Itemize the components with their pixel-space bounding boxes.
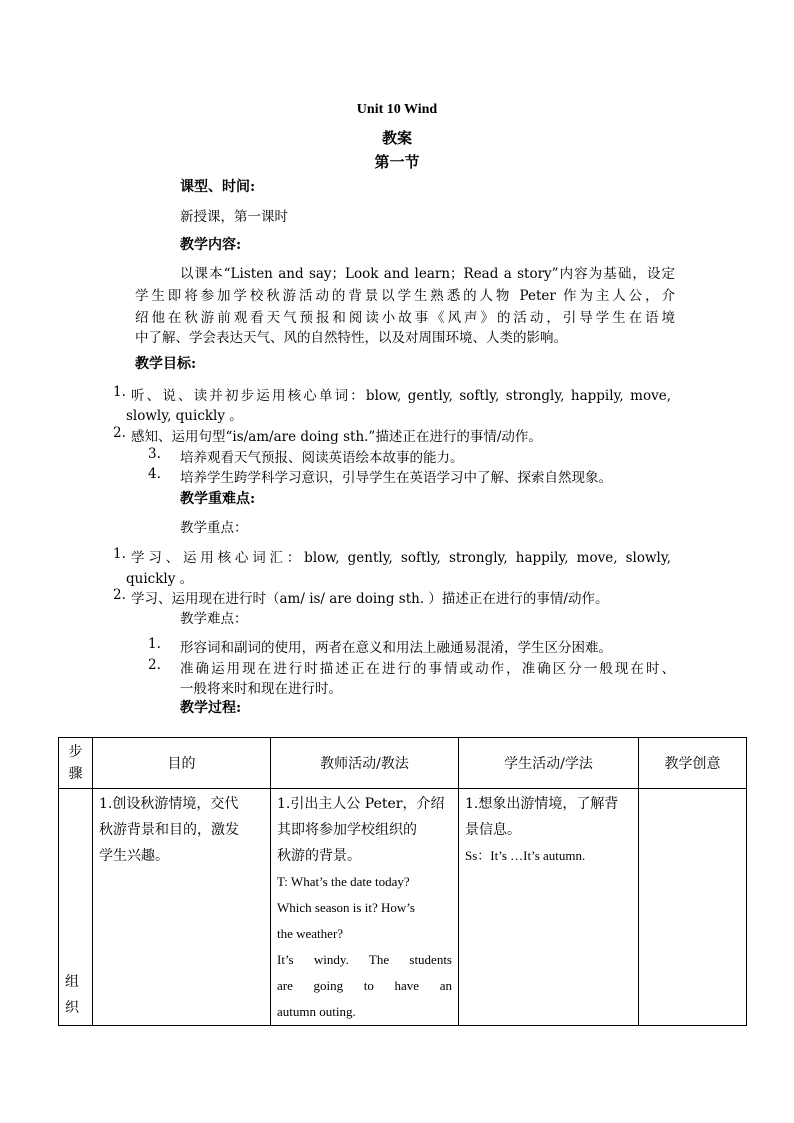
focus-num: 2. [113,587,126,603]
content-line: 学生即将参加学校秋游活动的背景以学生熟悉的人物 Peter 作为主人公，介 [135,288,675,304]
teacher-cell [271,789,459,1026]
goal-cell [93,789,271,1026]
process-heading: 教学过程: [180,700,242,716]
cell-line: 其即将参加学校组织的 [277,822,417,838]
goal-num: 3. [148,446,161,462]
difficulty-num: 1. [148,636,161,652]
goal-text: 培养学生跨学科学习意识，引导学生在英语学习中了解、探索自然现象。 [180,470,612,486]
step-cell [59,789,93,1026]
type-heading: 课型、时间: [180,179,256,195]
step-label-line: 组 [65,974,79,990]
header-goal: 目的 [93,738,271,789]
cell-line: autumn outing. [277,1004,356,1019]
cell-line: are going to have an [277,978,452,993]
doc-title: Unit 10 Wind [356,102,438,117]
difficulty-text-cont: 一般将来时和现在进行时。 [180,681,342,697]
goal-text: 感知、运用句型“is/am/are doing sth.”描述正在进行的事情/动作。 [131,429,542,445]
lesson-plan-table [58,737,747,1026]
cell-line: 秋游背景和目的，激发 [99,822,239,838]
cell-line: 景信息。 [465,822,521,838]
cell-line: It’s windy. The students [277,952,452,967]
cell-line: the weather? [277,926,344,941]
content-line: 绍他在秋游前观看天气预报和阅读小故事《风声》的活动，引导学生在语境 [135,310,675,326]
goal-num: 1. [113,384,126,400]
focus-heading: 教学重点： [180,520,248,536]
header-creative: 教学创意 [639,738,747,789]
cell-line: T: What’s the date today? [277,874,410,889]
difficulty-text: 形容词和副词的使用，两者在意义和用法上融通易混淆，学生区分困难。 [180,640,612,656]
focus-num: 1. [113,546,126,562]
content-line: 以课本“Listen and say；Look and learn；Read a story”内容为基础，设定 [180,266,675,282]
content-line: 中了解、学会表达天气、风的自然特性，以及对周围环境、人类的影响。 [135,330,567,346]
focus-text: 学习、运用核心词汇：blow, gently, softly, strongly, happily, move, slowly, [131,550,671,566]
goal-text: 听、说、读并初步运用核心单词：blow, gently, softly, strongly, happily, move, [131,388,671,404]
difficulty-heading: 教学难点： [180,611,248,627]
goals-heading: 教学目标: [135,356,197,372]
keypoints-heading: 教学重难点: [180,491,256,507]
goal-text: 培养观看天气预报、阅读英语绘本故事的能力。 [180,450,464,466]
focus-text-cont: quickly 。 [126,571,194,587]
goal-text-cont: slowly, quickly 。 [126,408,243,424]
cell-line: Ss：It’s …It’s autumn. [465,848,586,863]
goal-num: 2. [113,425,126,441]
cell-line: 学生兴趣。 [99,848,169,864]
cell-line: Which season is it? How’s [277,900,415,915]
difficulty-text: 准确运用现在进行时描述正在进行的事情或动作，准确区分一般现在时、 [180,661,675,677]
type-text: 新授课，第一课时 [180,209,288,225]
header-student: 学生活动/学法 [459,738,639,789]
cell-line: 1.想象出游情境，了解背 [465,796,619,812]
student-cell [459,789,639,1026]
focus-text: 学习、运用现在进行时（am/ is/ are doing sth. ）描述正在进行的事情/动作。 [131,591,609,607]
step-label-line: 织 [65,1000,79,1016]
header-step-line: 骤 [68,766,83,782]
header-step-line: 步 [68,744,83,760]
table-row [59,789,747,1026]
header-teacher: 教师活动/教法 [271,738,459,789]
goal-num: 4. [148,466,161,482]
table-header-row [59,738,747,789]
cell-line: 秋游的背景。 [277,848,361,864]
cell-line: 1.引出主人公 Peter，介绍 [277,796,445,812]
header-step [59,738,93,789]
difficulty-num: 2. [148,657,161,673]
content-heading: 教学内容: [180,237,242,253]
doc-subtitle: 教案 [381,129,412,147]
section-title: 第一节 [374,153,420,171]
cell-line: 1.创设秋游情境，交代 [99,796,239,812]
creative-cell [639,789,747,1026]
